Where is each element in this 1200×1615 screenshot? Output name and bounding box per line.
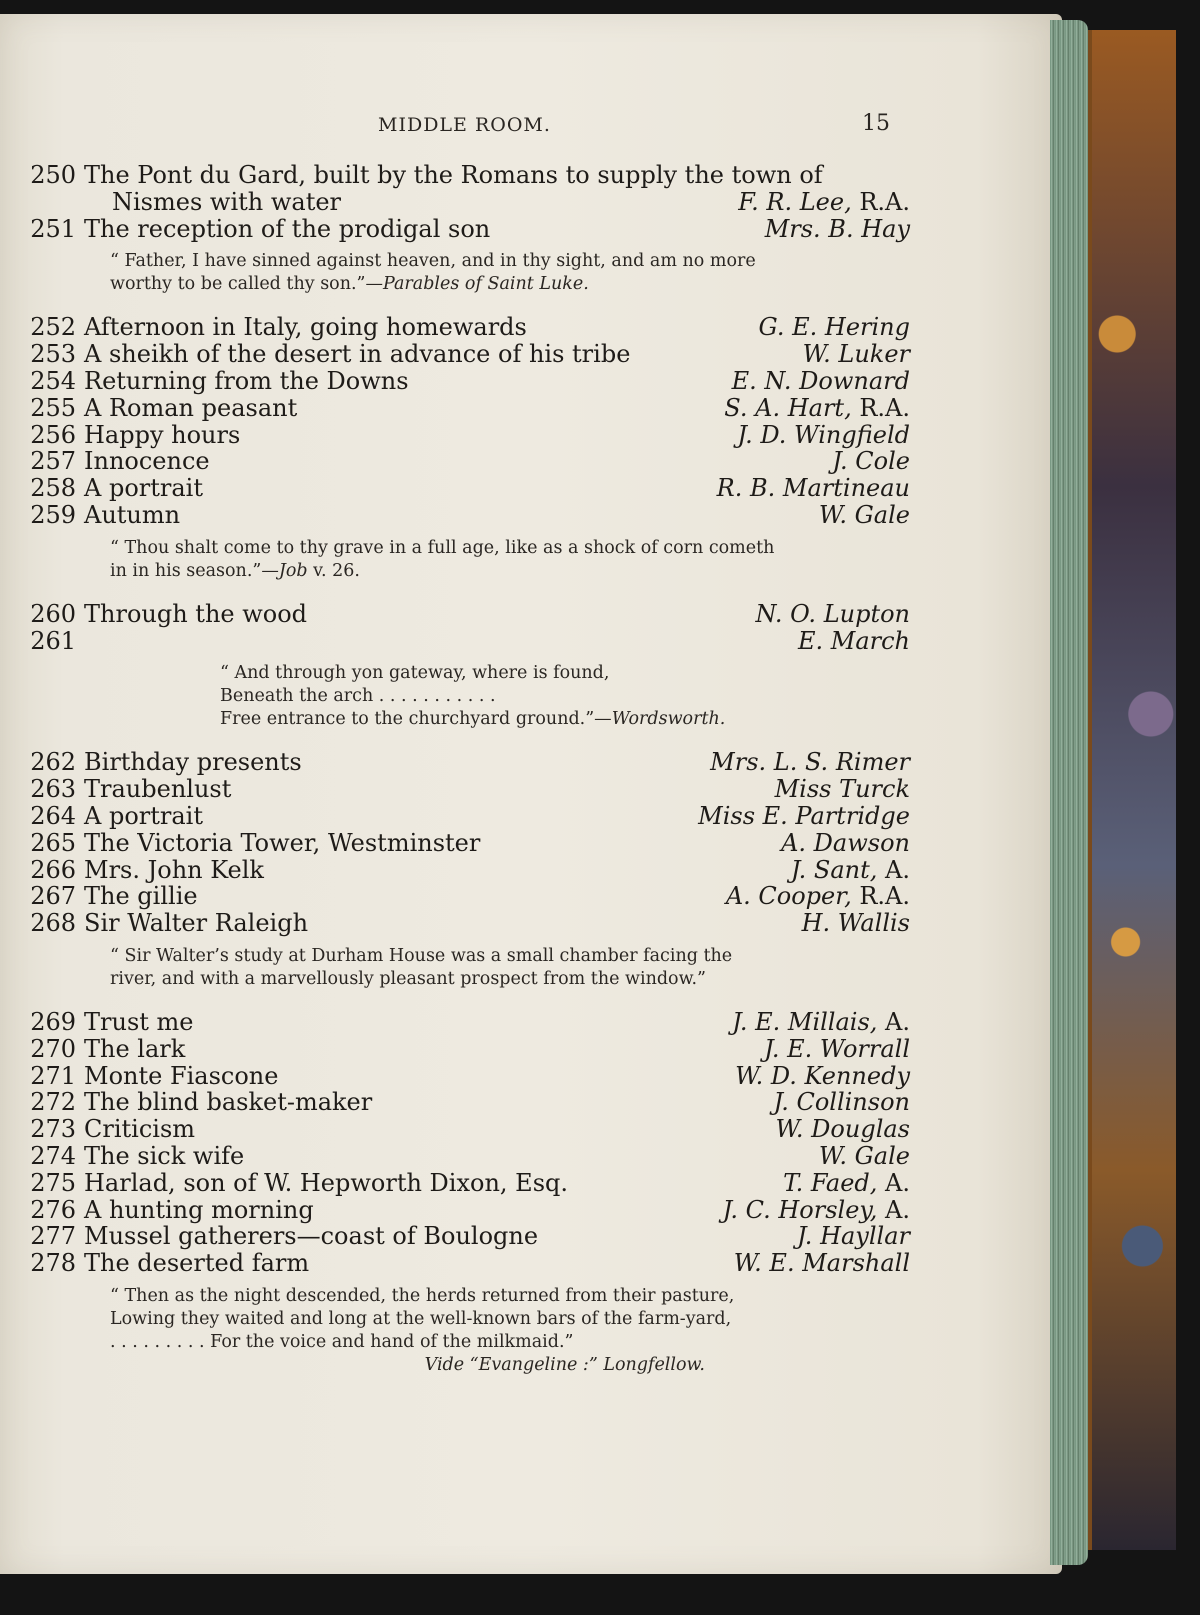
- entry-title: The Pont du Gard, built by the Romans to supply the town of: [84, 161, 823, 189]
- marbled-cover: [1088, 30, 1176, 1550]
- catalogue-entry: 264 A portrait Miss E. Partridge: [30, 801, 910, 830]
- quotation: “ Father, I have sinned against heaven, and in thy sight, and am no more worthy to be called thy son.”—Parables of Saint Luke.: [110, 251, 756, 295]
- catalogue-entry: 258 A portrait R. B. Martineau: [30, 474, 910, 503]
- catalogue-entry: 272 The blind basket-maker J. Collinson: [30, 1088, 910, 1117]
- entry-group: [30, 1009, 910, 1377]
- entry-group: [30, 601, 910, 732]
- catalogue-entry: 275 Harlad, son of W. Hepworth Dixon, Esq. T. Faed, A.: [30, 1168, 910, 1197]
- quotation: “ And through yon gateway, where is found, Beneath the arch . . . . . . . . . . . Free entrance to the churchyard ground.”—Wordsworth.: [220, 663, 726, 730]
- page-number: 15: [862, 111, 890, 136]
- catalogue-entry: 261 E. March: [30, 626, 910, 655]
- catalogue-entry: 260 Through the wood N. O. Lupton: [30, 599, 910, 628]
- entry-artist: F. R. Lee, R.A.: [738, 187, 910, 216]
- quotation: “ Sir Walter’s study at Durham House was a small chamber facing the river, and with a marvellously pleasant prospect from the window.”: [110, 945, 733, 989]
- catalogue-entry: 277 Mussel gatherers—coast of Boulogne J. Hayllar: [30, 1222, 910, 1251]
- catalogue-entry: 253 A sheikh of the desert in advance of his tribe W. Luker: [30, 340, 910, 369]
- catalogue-entry: 266 Mrs. John Kelk J. Sant, A.: [30, 855, 910, 884]
- entry-title: Nismes with water: [112, 187, 342, 216]
- entry-title: The reception of the prodigal son: [84, 214, 491, 243]
- quotation: “ Then as the night descended, the herds returned from their pasture, Lowing they waited and long at the well-known bars of the farm-yard, . . . . . . . . . For the voice and hand of the milkmaid.” Vide “Evangeline :” Longfellow.: [110, 1285, 735, 1375]
- catalogue-entry: 276 A hunting morning J. C. Horsley, A.: [30, 1195, 910, 1224]
- catalogue-entry: 257 Innocence J. Cole: [30, 447, 910, 476]
- catalogue-entry: [30, 216, 910, 243]
- catalogue-entry: 256 Happy hours J. D. Wingfield: [30, 420, 910, 449]
- catalogue-entry: 270 The lark J. E. Worrall: [30, 1034, 910, 1063]
- entry-group: [30, 162, 910, 296]
- catalogue-entry: 278 The deserted farm W. E. Marshall: [30, 1249, 910, 1278]
- running-title: MIDDLE ROOM.: [378, 114, 551, 136]
- quotation: “ Thou shalt come to thy grave in a full age, like as a shock of corn cometh in in his season.”—Job v. 26.: [110, 537, 775, 581]
- catalogue-entry: 267 The gillie A. Cooper, R.A.: [30, 882, 910, 911]
- catalogue-entry: 274 The sick wife W. Gale: [30, 1141, 910, 1170]
- catalogue-entry: 262 Birthday presents Mrs. L. S. Rimer: [30, 748, 910, 777]
- catalogue-entry: 252 Afternoon in Italy, going homewards G. E. Hering: [30, 313, 910, 342]
- catalogue-entry: 254 Returning from the Downs E. N. Downard: [30, 366, 910, 395]
- catalogue-entry: 255 A Roman peasant S. A. Hart, R.A.: [30, 393, 910, 422]
- catalogue-entry: 271 Monte Fiascone W. D. Kennedy: [30, 1061, 910, 1090]
- catalogue-list: [30, 162, 910, 1377]
- entry-number: 251: [30, 214, 76, 243]
- catalogue-entry: 268 Sir Walter Raleigh H. Wallis: [30, 909, 910, 938]
- entry-group: [30, 314, 910, 582]
- catalogue-entry: 259 Autumn W. Gale: [30, 500, 910, 529]
- quotation-source: Vide “Evangeline :” Longfellow.: [424, 1354, 705, 1375]
- entry-artist: Mrs. B. Hay: [764, 214, 910, 243]
- catalogue-entry: [30, 162, 910, 189]
- entry-number: 250: [30, 161, 76, 189]
- page-edges: [1050, 20, 1088, 1565]
- catalogue-entry: 265 The Victoria Tower, Westminster A. Dawson: [30, 828, 910, 857]
- catalogue-entry: 269 Trust me J. E. Millais, A.: [30, 1007, 910, 1036]
- catalogue-entry: 263 Traubenlust Miss Turck: [30, 775, 910, 804]
- catalogue-entry: [30, 189, 910, 216]
- catalogue-entry: 273 Criticism W. Douglas: [30, 1115, 910, 1144]
- entry-group: [30, 749, 910, 991]
